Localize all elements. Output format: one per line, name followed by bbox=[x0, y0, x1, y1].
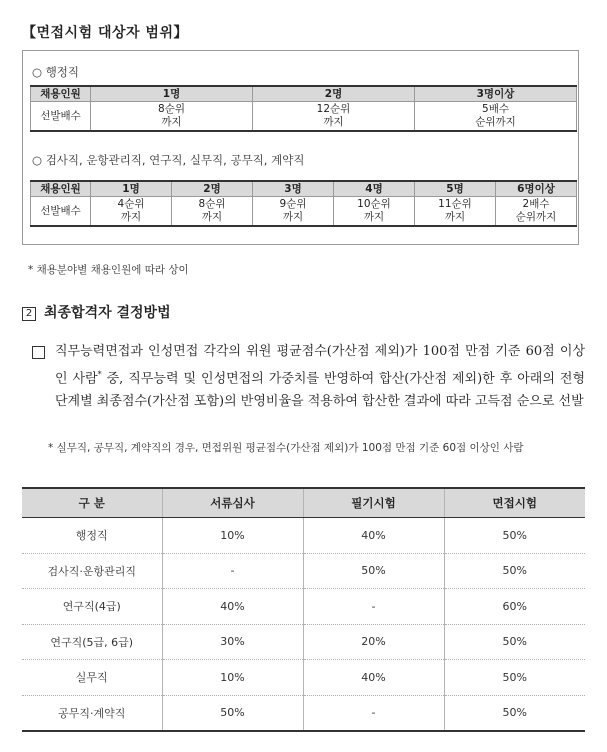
table-cell: 10순위 까지 bbox=[334, 197, 415, 227]
table-cell: - bbox=[162, 553, 303, 589]
table-cell: 50% bbox=[444, 660, 585, 696]
table-cell: 50% bbox=[444, 518, 585, 554]
header-cell: 2명 bbox=[172, 181, 253, 197]
table-cell: 40% bbox=[303, 518, 444, 554]
table-cell: 50% bbox=[444, 553, 585, 589]
table-cell: 12순위 까지 bbox=[253, 102, 415, 132]
header-cell: 5명 bbox=[415, 181, 496, 197]
weights-header-row bbox=[22, 488, 585, 518]
table-cell: 검사직·운항관리직 bbox=[22, 553, 162, 589]
row-label: 선발배수 bbox=[31, 102, 91, 132]
table-row bbox=[22, 518, 585, 554]
checkbox-icon bbox=[32, 346, 45, 359]
header-cell: 서류심사 bbox=[162, 488, 303, 518]
table-cell: - bbox=[303, 589, 444, 625]
table-row bbox=[22, 624, 585, 660]
header-cell: 채용인원 bbox=[31, 181, 91, 197]
group2-label: ○ 검사직, 운항관리직, 연구직, 실무직, 공무직, 계약직 bbox=[32, 153, 305, 167]
table-cell: 행정직 bbox=[22, 518, 162, 554]
note-footnote: * 실무직, 공무직, 계약직의 경우, 면접위원 평균점수(가산점 제외)가 100점 만점 기준 60점 이상인 사람 bbox=[48, 442, 524, 454]
header-cell: 3명 bbox=[253, 181, 334, 197]
table-cell: 2배수 순위까지 bbox=[496, 197, 577, 227]
weights-table bbox=[22, 487, 585, 732]
table-cell: 50% bbox=[162, 695, 303, 731]
table-cell: 연구직(5급, 6급) bbox=[22, 624, 162, 660]
section-number: 2 bbox=[22, 307, 36, 321]
header-cell: 필기시험 bbox=[303, 488, 444, 518]
table-row bbox=[22, 553, 585, 589]
group2-header-row bbox=[31, 181, 577, 197]
table-cell: 4순위 까지 bbox=[91, 197, 172, 227]
section-title: 【면접시험 대상자 범위】 bbox=[22, 25, 188, 41]
table-cell: 10% bbox=[162, 518, 303, 554]
table-cell: 공무직·계약직 bbox=[22, 695, 162, 731]
header-cell: 1명 bbox=[91, 86, 253, 102]
group1-table bbox=[30, 85, 577, 132]
table-cell: 60% bbox=[444, 589, 585, 625]
section2-heading bbox=[22, 302, 171, 322]
group1-data-row bbox=[31, 102, 577, 132]
table-cell: 50% bbox=[444, 624, 585, 660]
section2-title: 최종합격자 결정방법 bbox=[44, 305, 171, 321]
header-cell: 면접시험 bbox=[444, 488, 585, 518]
group1-header-row bbox=[31, 86, 577, 102]
table-cell: 40% bbox=[303, 660, 444, 696]
header-cell: 2명 bbox=[253, 86, 415, 102]
table-row bbox=[22, 695, 585, 731]
table-cell: 11순위 까지 bbox=[415, 197, 496, 227]
table-cell: - bbox=[303, 695, 444, 731]
footnote-mark: * bbox=[97, 370, 102, 379]
header-cell: 3명이상 bbox=[415, 86, 577, 102]
header-cell: 1명 bbox=[91, 181, 172, 197]
header-cell: 6명이상 bbox=[496, 181, 577, 197]
table-cell: 30% bbox=[162, 624, 303, 660]
table-cell: 연구직(4급) bbox=[22, 589, 162, 625]
table-cell: 50% bbox=[303, 553, 444, 589]
note-recruitment: * 채용분야별 채용인원에 따라 상이 bbox=[28, 264, 189, 276]
table-cell: 9순위 까지 bbox=[253, 197, 334, 227]
table-cell: 5배수 순위까지 bbox=[415, 102, 577, 132]
table-cell: 8순위 까지 bbox=[91, 102, 253, 132]
table-cell: 8순위 까지 bbox=[172, 197, 253, 227]
table-cell: 40% bbox=[162, 589, 303, 625]
table-row bbox=[22, 660, 585, 696]
table-cell: 10% bbox=[162, 660, 303, 696]
group1-label: ○ 행정직 bbox=[32, 65, 80, 79]
group2-table bbox=[30, 180, 577, 227]
row-label: 선발배수 bbox=[31, 197, 91, 227]
table-cell: 50% bbox=[444, 695, 585, 731]
header-cell: 구 분 bbox=[22, 488, 162, 518]
method-paragraph: 직무능력면접과 인성면접 각각의 위원 평균점수(가산점 제외)가 100점 만점 기준 60점 이상인 사람* 중, 직무능력 및 인성면접의 가중치를 반영하여 합산(가산점 제외)한 후 아래의 전형단계별 최종점수(가산점 포함)의 반영비율을 적용하여 합산한 결과에 따라 고득점 순으로 선발 bbox=[55, 344, 585, 410]
header-cell: 4명 bbox=[334, 181, 415, 197]
header-cell: 채용인원 bbox=[31, 86, 91, 102]
table-cell: 20% bbox=[303, 624, 444, 660]
group2-data-row bbox=[31, 197, 577, 227]
table-row bbox=[22, 589, 585, 625]
table-cell: 실무직 bbox=[22, 660, 162, 696]
